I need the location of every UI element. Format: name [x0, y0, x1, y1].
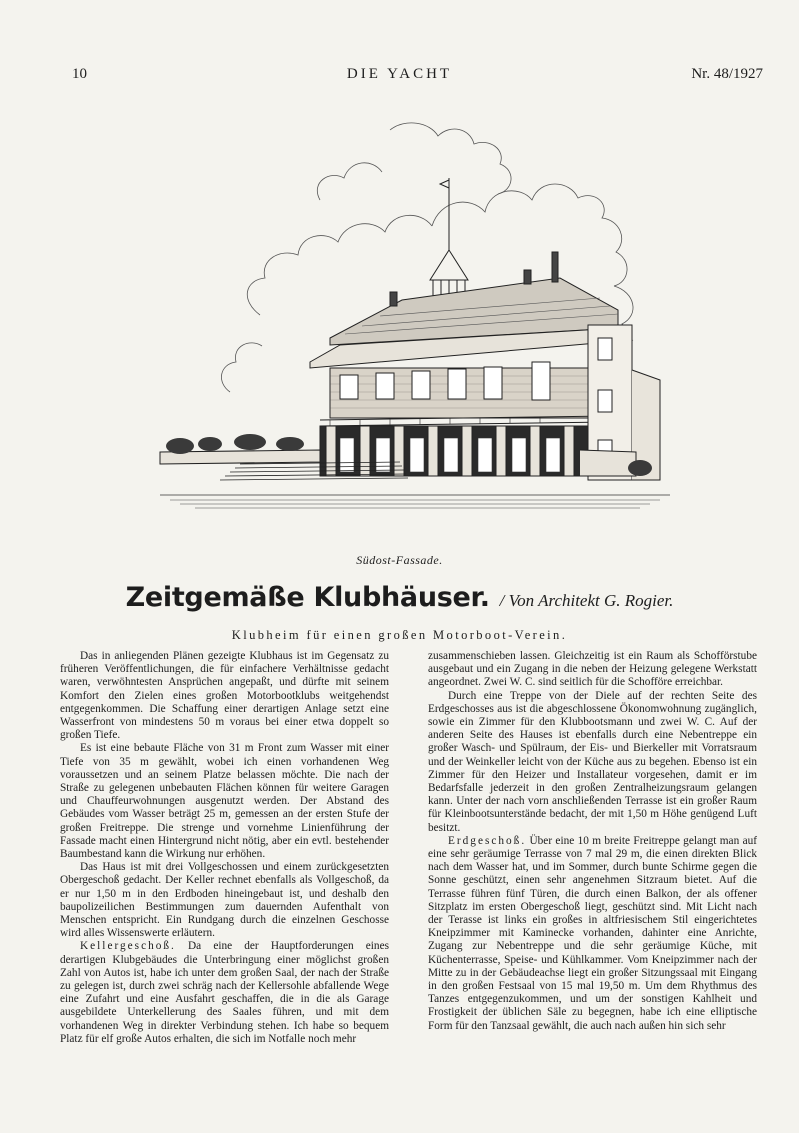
paragraph: Durch eine Treppe von der Diele auf der rechten Seite des Erdgeschosses aus ist die abgeschlossene Ökonomwohnung zugänglich, sowie ein Zimmer für den Klubbootsmann und zwei W. C. Auf der anderen Seite des Hauses ist ebenfalls durch eine Nebentreppe ein großer Wasch- und Spülraum, der Eis- und Bierkeller mit Vorratsraum und der Weinkeller leicht von der Küche aus zu begehen. Ebenso ist ein Zimmer für den Heizer und Installateur vorgesehen, damit er im Bedarfsfalle jederzeit in den großen Zentralheizungsraum gelangen kann. Unter der nach vorn anschließenden Terrasse ist ein großer Raum für Kleinbootsunterstände bedacht, der mit 1,50 m Höhe genügend Luft besitzt. — [428, 689, 757, 834]
paragraph: Kellergeschoß. Da eine der Hauptforderungen eines derartigen Klubgebäudes die Unterbringung einer möglichst großen Zahl von Autos ist, habe ich unter dem großen Saal, der nach der Straße zu gelegen ist, durch zwei schräg nach der Kellersohle abfallende Wege eine Zufahrt und eine Ausfahrt geschaffen, die in die als Garage ausgebildete Unterkellerung des Saales führen, und mit dem vorhandenen Weg in direkter Verbindung stehen. Ich habe so bequem Platz für elf große Autos erhalten, die sich im Notfalle noch mehr — [60, 940, 389, 1045]
paragraph: Erdgeschoß. Über eine 10 m breite Freitreppe gelangt man auf eine sehr geräumige Terrasse von 7 mal 29 m, die einen direkten Blick nach dem Wasser hat, und im Sommer, durch bunte Schirme gegen die Sonne geschützt, einen sehr angenehmen Sitzraum bietet. Auf die Terrasse führen fünf Türen, die durch einen Balkon, der als offener Sitzplatz im ersten Obergeschoß liegt, geschützt sind. Mit Licht nach der Terasse ist links ein großes in altfriesischem Stil eingerichtetes Kneipzimmer mit Kaminecke vorhanden, dahinter eine Anrichte, Zugang zur Nebentreppe und die sehr geräumige Küche, mit Küchenterrasse, Speise- und Kühlkammer. Vom Kneipzimmer nach der Mitte zu in der Gebäudeachse liegt ein großer Sitzungssaal mit Eingang in den großen Festsaal von 15 mal 19,50 m. Um dem Rhythmus des Tanzes entgegenzukommen, und um der sonstigen Kahlheit und Frostigkeit der üblichen Säle zu begegnen, habe ich eine elliptische Form für den Tanzsaal gewählt, die auch nach außen hin sich sehr — [428, 834, 757, 1032]
paragraph: Das in anliegenden Plänen gezeigte Klubhaus ist im Gegensatz zu früheren Veröffentlichungen, die für einfachere Verhältnisse gedacht waren, verwöhntesten Ansprüchen angepaßt, und dürfte mit seinem Komfort den Zielen eines großen Motorbootklubs weitgehendst entgegenkommen. Die Schaffung einer derartigen Anlage setzt eine Wasserfront von mindestens 50 m voraus bei einer etwa doppelt so großen Tiefe. — [60, 650, 389, 742]
page-number: 10 — [72, 66, 87, 82]
clubhouse-illustration — [140, 100, 670, 540]
right-column — [428, 650, 757, 1033]
left-column — [60, 650, 389, 1046]
article-title: Zeitgemäße Klubhäuser. — [125, 582, 490, 613]
section-lead: Erdgeschoß. — [448, 834, 527, 847]
issue-number: Nr. 48/1927 — [691, 66, 763, 82]
paragraph: Das Haus ist mit drei Vollgeschossen und einem zurückgesetzten Obergeschoß gedacht. Der Keller rechnet ebenfalls als Vollgeschoß, da er nur 1,50 m in den Erdboden hineingebaut ist, und deshalb den baupolizeilichen Bestimmungen zum dauernden Aufenthalt von Menschen entspricht. Ein Rundgang durch die einzelnen Geschosse wird alles Wissenswerte erläutern. — [60, 861, 389, 940]
article-byline: / Von Architekt G. Rogier. — [499, 591, 674, 610]
article-heading — [0, 582, 799, 613]
paragraph: Es ist eine bebaute Fläche von 31 m Front zum Wasser mit einer Tiefe von 35 m gewählt, wobei ich einen vorhandenen Weg voraussetzen und an seinem Platze belassen möchte. Die nach der Straße zu gelegenen unbebauten Flächen können für weitere Garagen und Chauffeurwohnungen ausgenutzt werden. Der Abstand des Gebäudes vom Wasser beträgt 25 m, gemessen an der ersten Stufe der großen Freitreppe. Die strenge und vornehme Linienführung der Fassade macht einen Hintergrund nicht nötig, aber ein evtl. bestehender Baumbestand kann die Wirkung nur erhöhen. — [60, 742, 389, 861]
paragraph: zusammenschieben lassen. Gleichzeitig ist ein Raum als Schofförstube ausgebaut und ein Zugang in die neben der Heizung gelegene Werkstatt angeordnet. Zwei W. C. sind seitlich für die Schofföre erreichbar. — [428, 650, 757, 689]
article-subtitle: Klubheim für einen großen Motorboot-Verein. — [231, 628, 568, 642]
section-lead: Kellergeschoß. — [80, 940, 176, 953]
journal-title: DIE YACHT — [346, 66, 453, 82]
figure-caption: Südost-Fassade. — [356, 553, 443, 567]
